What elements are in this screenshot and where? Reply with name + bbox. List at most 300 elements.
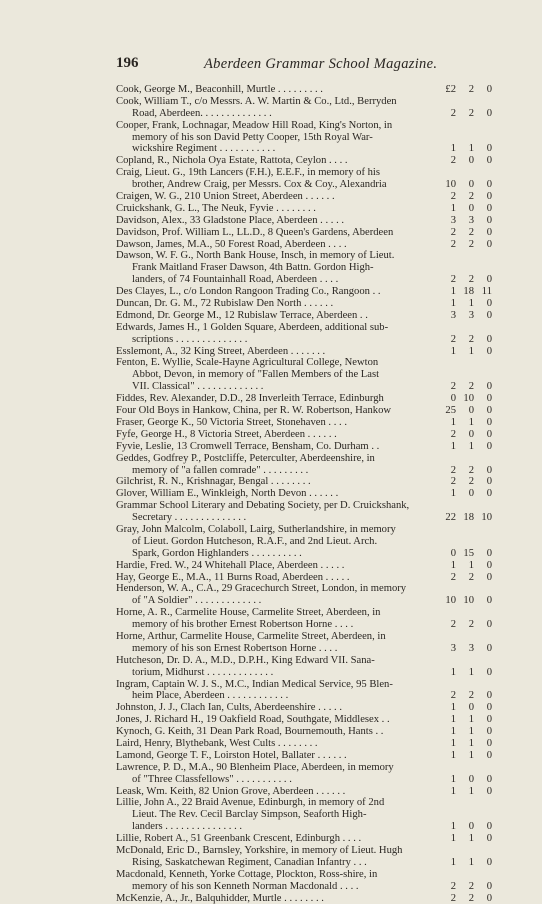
amount-shillings: 2 (468, 892, 474, 904)
subscriber-entry (116, 500, 492, 524)
entry-text: heim Place, Aberdeen . . . . . . . . . . . . (132, 690, 289, 702)
entry-amount (440, 726, 492, 738)
amount-pence: 0 (486, 226, 492, 238)
entry-line (116, 893, 492, 904)
entry-line (116, 298, 492, 310)
entry-continuation-line (116, 881, 492, 893)
entry-text: memory of his brother Ernest Robertson Horne . . . . (132, 619, 354, 631)
amount-pence: 0 (486, 642, 492, 654)
amount-pounds: £2 (445, 84, 456, 95)
amount-shillings: 2 (468, 238, 474, 250)
entry-line (116, 869, 492, 881)
entry-text: Fyfe, George H., 8 Victoria Street, Aberdeen . . . . . . (116, 428, 337, 440)
amount-pence: 0 (486, 333, 492, 345)
entry-text: Hutcheson, Dr. D. A., M.D., D.P.H., King Edward VII. Sana- (116, 654, 375, 666)
amount-pounds: 3 (450, 214, 456, 226)
entry-amount (440, 643, 492, 655)
entry-line (116, 203, 492, 215)
entry-text: Lamond, George T. F., Loirston Hotel, Ballater . . . . . . (116, 749, 347, 761)
entry-continuation-line (116, 548, 492, 560)
amount-shillings: 2 (468, 226, 474, 238)
entry-text: brother, Andrew Craig, per Messrs. Cox & Coy., Alexandria (132, 179, 387, 191)
amount-pence: 0 (486, 238, 492, 250)
subscriber-entry (116, 441, 492, 453)
entry-line (116, 239, 492, 251)
entry-line (116, 560, 492, 572)
subscriber-entry (116, 453, 492, 477)
amount-shillings: 2 (468, 619, 474, 631)
amount-pence: 0 (486, 464, 492, 476)
amount-pounds: 2 (450, 238, 456, 250)
entry-amount (440, 429, 492, 441)
entry-text: memory of "a fallen comrade" . . . . . . . . . (132, 464, 309, 476)
amount-pounds: 2 (450, 274, 456, 286)
entry-amount (440, 381, 492, 393)
subscriber-entry (116, 346, 492, 358)
entry-continuation-line (116, 132, 492, 144)
entry-text: Rising, Saskatchewan Regiment, Canadian Infantry . . . (132, 856, 367, 868)
subscriber-entry (116, 572, 492, 584)
subscriber-entry (116, 524, 492, 560)
entry-amount (440, 155, 492, 167)
amount-pence: 0 (486, 393, 492, 405)
amount-pounds: 1 (450, 666, 456, 678)
amount-pounds: 1 (450, 785, 456, 797)
amount-pounds: 2 (450, 571, 456, 583)
subscriber-entry (116, 583, 492, 607)
amount-pounds: 2 (450, 428, 456, 440)
amount-pence: 0 (486, 274, 492, 286)
entry-text: Spark, Gordon Highlanders . . . . . . . . . . (132, 547, 302, 559)
amount-shillings: 1 (468, 785, 474, 797)
subscriber-entry (116, 250, 492, 286)
amount-shillings: 1 (468, 440, 474, 452)
amount-pence: 0 (486, 619, 492, 631)
amount-shillings: 2 (468, 191, 474, 203)
entry-amount (440, 488, 492, 500)
entry-text: Lieut. The Rev. Cecil Barclay Simpson, Seaforth High- (132, 809, 367, 821)
amount-shillings: 2 (468, 571, 474, 583)
amount-pence: 0 (486, 155, 492, 167)
amount-pounds: 1 (450, 737, 456, 749)
entry-text: Ingram, Captain W. J. S., M.C., Indian Medical Service, 95 Blen- (116, 678, 393, 690)
entry-amount (440, 203, 492, 215)
entry-continuation-line (116, 334, 492, 346)
amount-pence: 0 (486, 737, 492, 749)
entry-text: Jones, J. Richard H., 19 Oakfield Road, Southgate, Middlesex . . (116, 714, 390, 726)
entry-amount (440, 143, 492, 155)
entry-line (116, 167, 492, 179)
entry-continuation-line (116, 667, 492, 679)
entry-text: of "A Soldier" . . . . . . . . . . . . . (132, 595, 262, 607)
entry-text: torium, Midhurst . . . . . . . . . . . . . (132, 666, 274, 678)
amount-pounds: 2 (450, 880, 456, 892)
amount-pounds: 2 (450, 381, 456, 393)
entry-line (116, 702, 492, 714)
entry-continuation-line (116, 821, 492, 833)
amount-pence: 0 (486, 773, 492, 785)
amount-shillings: 3 (468, 309, 474, 321)
entry-text: Kynoch, G. Keith, 31 Dean Park Road, Bournemouth, Hants . . (116, 726, 384, 738)
subscriber-entry (116, 429, 492, 441)
amount-shillings: 2 (468, 464, 474, 476)
amount-pounds: 10 (445, 595, 456, 607)
entry-line (116, 631, 492, 643)
amount-pence: 0 (486, 381, 492, 393)
amount-shillings: 0 (468, 202, 474, 214)
entry-text: Lillie, John A., 22 Braid Avenue, Edinburgh, in memory of 2nd (116, 797, 385, 809)
entry-amount (440, 298, 492, 310)
amount-pence: 0 (486, 440, 492, 452)
subscriber-entry (116, 488, 492, 500)
entry-amount (440, 512, 492, 524)
entry-amount (440, 690, 492, 702)
amount-pence: 0 (486, 666, 492, 678)
subscriber-entry (116, 738, 492, 750)
entry-line (116, 357, 492, 369)
amount-shillings: 10 (463, 393, 474, 405)
entry-amount (440, 108, 492, 120)
entry-continuation-line (116, 619, 492, 631)
amount-pounds: 1 (450, 416, 456, 428)
entry-text: Fyvie, Leslie, 13 Cromwell Terrace, Bensham, Co. Durham . . (116, 440, 380, 452)
magazine-title: Aberdeen Grammar School Magazine. (204, 56, 438, 72)
subscriber-entry (116, 797, 492, 833)
entry-line (116, 405, 492, 417)
entry-line (116, 310, 492, 322)
subscriber-entry (116, 405, 492, 417)
entry-text: Duncan, Dr. G. M., 72 Rubislaw Den North . . . . . . (116, 298, 334, 310)
amount-pence: 0 (486, 488, 492, 500)
entry-text: of "Three Classfellows" . . . . . . . . . . . (132, 773, 292, 785)
entry-amount (440, 274, 492, 286)
subscriber-entry (116, 893, 492, 904)
amount-pounds: 2 (450, 191, 456, 203)
entry-line (116, 453, 492, 465)
entry-text: Craigen, W. G., 210 Union Street, Aberdeen . . . . . . (116, 191, 335, 203)
entry-text: McDonald, Eric D., Barnsley, Yorkshire, in memory of Lieut. Hugh (116, 845, 403, 856)
amount-shillings: 2 (468, 107, 474, 119)
entry-continuation-line (116, 108, 492, 120)
entry-text: Abbot, Devon, in memory of "Fallen Members of the Last (132, 369, 380, 381)
amount-shillings: 2 (468, 690, 474, 702)
entry-text: Road, Aberdeen. . . . . . . . . . . . . . (132, 107, 272, 119)
entry-amount (440, 893, 492, 904)
amount-pence: 0 (486, 476, 492, 488)
amount-pounds: 1 (450, 345, 456, 357)
amount-pounds: 1 (450, 702, 456, 714)
amount-shillings: 18 (463, 512, 474, 524)
entry-line (116, 572, 492, 584)
amount-pence: 0 (486, 595, 492, 607)
subscriber-entry (116, 750, 492, 762)
amount-shillings: 3 (468, 642, 474, 654)
amount-pence: 0 (486, 107, 492, 119)
entry-amount (440, 84, 492, 96)
entry-text: Lawrence, P. D., M.A., 90 Blenheim Place, Aberdeen, in memory (116, 761, 394, 773)
subscriber-entry (116, 120, 492, 156)
entry-continuation-line (116, 512, 492, 524)
amount-shillings: 18 (463, 286, 474, 298)
entry-text: Macdonald, Kenneth, Yorke Cottage, Plockton, Ross-shire, in (116, 868, 378, 880)
subscriber-entry (116, 762, 492, 786)
amount-pence: 0 (486, 726, 492, 738)
entry-line (116, 762, 492, 774)
subscriber-entry (116, 96, 492, 120)
subscriber-entry (116, 215, 492, 227)
subscriber-entry (116, 726, 492, 738)
entry-text: Frank Maitland Fraser Dawson, 4th Battn. Gordon High- (132, 262, 374, 274)
amount-pounds: 1 (450, 202, 456, 214)
entry-text: Edwards, James H., 1 Golden Square, Aberdeen, additional sub- (116, 321, 389, 333)
subscriber-entry (116, 714, 492, 726)
entry-amount (440, 191, 492, 203)
amount-pounds: 1 (450, 286, 456, 298)
subscriber-entry (116, 227, 492, 239)
amount-pounds: 25 (445, 405, 456, 417)
amount-pounds: 1 (450, 488, 456, 500)
entry-line (116, 393, 492, 405)
amount-pounds: 10 (445, 179, 456, 191)
entry-amount (440, 702, 492, 714)
amount-pounds: 1 (450, 143, 456, 155)
subscriber-entry (116, 702, 492, 714)
entry-line (116, 191, 492, 203)
entry-amount (440, 346, 492, 358)
subscriber-entry (116, 655, 492, 679)
subscriber-entry (116, 476, 492, 488)
entry-line (116, 583, 492, 595)
entry-text: Cruickshank, G. L., The Neuk, Fyvie . . . . . . . . (116, 202, 316, 214)
amount-pence: 0 (486, 749, 492, 761)
entry-line (116, 120, 492, 132)
subscriber-entry (116, 239, 492, 251)
subscriber-entry (116, 310, 492, 322)
entry-text: Cook, George M., Beaconhill, Murtle . . . . . . . . . (116, 84, 323, 95)
entry-line (116, 155, 492, 167)
amount-pounds: 1 (450, 714, 456, 726)
amount-shillings: 1 (468, 666, 474, 678)
amount-shillings: 1 (468, 416, 474, 428)
entry-continuation-line (116, 369, 492, 381)
entry-amount (440, 833, 492, 845)
amount-pence: 0 (486, 202, 492, 214)
entry-amount (440, 417, 492, 429)
subscriber-entry (116, 322, 492, 346)
entry-continuation-line (116, 274, 492, 286)
entry-text: Fenton, E. Wyllie, Scale-Hayne Agricultural College, Newton (116, 357, 379, 369)
entry-continuation-line (116, 857, 492, 869)
amount-pounds: 3 (450, 309, 456, 321)
entry-text: Edmond, Dr. George M., 12 Rubislaw Terrace, Aberdeen . . (116, 309, 368, 321)
entry-text: memory of his son Kenneth Norman Macdonald . . . . (132, 880, 359, 892)
amount-shillings: 1 (468, 856, 474, 868)
subscriber-entry (116, 357, 492, 393)
entry-text: Dawson, James, M.A., 50 Forest Road, Aberdeen . . . . (116, 238, 347, 250)
amount-pounds: 1 (450, 749, 456, 761)
amount-shillings: 15 (463, 547, 474, 559)
entry-text: Hay, George E., M.A., 11 Burns Road, Aberdeen . . . . . (116, 571, 350, 583)
entry-amount (440, 227, 492, 239)
entry-continuation-line (116, 536, 492, 548)
amount-pence: 0 (486, 571, 492, 583)
amount-shillings: 1 (468, 737, 474, 749)
amount-shillings: 0 (468, 155, 474, 167)
amount-pence: 0 (486, 309, 492, 321)
entry-amount (440, 881, 492, 893)
amount-pence: 0 (486, 547, 492, 559)
amount-shillings: 1 (468, 833, 474, 845)
amount-shillings: 1 (468, 749, 474, 761)
amount-shillings: 0 (468, 428, 474, 440)
amount-shillings: 0 (468, 773, 474, 785)
amount-shillings: 1 (468, 726, 474, 738)
entry-text: Fraser, George K., 50 Victoria Street, Stonehaven . . . . (116, 416, 347, 428)
entry-text: landers . . . . . . . . . . . . . . . (132, 821, 243, 833)
amount-pence: 11 (481, 286, 492, 298)
entry-line (116, 833, 492, 845)
amount-pounds: 2 (450, 690, 456, 702)
entry-amount (440, 239, 492, 251)
amount-pounds: 1 (450, 833, 456, 845)
amount-pence: 0 (486, 214, 492, 226)
amount-pence: 0 (486, 702, 492, 714)
entry-amount (440, 179, 492, 191)
amount-pence: 0 (486, 405, 492, 417)
subscriber-entry (116, 298, 492, 310)
entry-line (116, 607, 492, 619)
amount-pence: 0 (486, 856, 492, 868)
amount-pence: 0 (486, 191, 492, 203)
amount-shillings: 3 (468, 214, 474, 226)
entry-text: Fiddes, Rev. Alexander, D.D., 28 Inverleith Terrace, Edinburgh (116, 393, 384, 405)
amount-shillings: 2 (468, 880, 474, 892)
entry-text: Geddes, Godfrey P., Postcliffe, Peterculter, Aberdeenshire, in (116, 452, 375, 464)
entry-amount (440, 572, 492, 584)
entry-amount (440, 619, 492, 631)
amount-pounds: 1 (450, 559, 456, 571)
amount-shillings: 1 (468, 143, 474, 155)
amount-pounds: 0 (450, 547, 456, 559)
entry-text: Hardie, Fred. W., 24 Whitehall Place, Aberdeen . . . . . (116, 559, 345, 571)
entry-text: Horne, Arthur, Carmelite House, Carmelite Street, Aberdeen, in (116, 630, 386, 642)
subscriber-entry (116, 417, 492, 429)
amount-pounds: 1 (450, 856, 456, 868)
amount-pounds: 2 (450, 619, 456, 631)
entry-text: Secretary . . . . . . . . . . . . . . (132, 512, 247, 524)
subscriber-entry (116, 167, 492, 191)
entry-text: memory of his son Ernest Robertson Horne . . . . (132, 642, 338, 654)
amount-pence: 0 (486, 84, 492, 95)
entry-text: Grammar School Literary and Debating Society, per D. Cruickshank, (116, 500, 410, 512)
entry-amount (440, 714, 492, 726)
entry-continuation-line (116, 465, 492, 477)
amount-shillings: 10 (463, 595, 474, 607)
subscriber-entry (116, 84, 492, 96)
entry-text: Glover, William E., Winkleigh, North Devon . . . . . . (116, 488, 339, 500)
amount-pence: 0 (486, 690, 492, 702)
amount-pounds: 1 (450, 821, 456, 833)
entry-line (116, 797, 492, 809)
entry-text: Craig, Lieut. G., 19th Lancers (F.H.), E.E.F., in memory of his (116, 167, 380, 179)
amount-pounds: 2 (450, 476, 456, 488)
entry-line (116, 750, 492, 762)
entry-amount (440, 738, 492, 750)
amount-pence: 0 (486, 345, 492, 357)
entry-amount (440, 667, 492, 679)
entry-text: VII. Classical" . . . . . . . . . . . . . (132, 381, 264, 393)
entry-line (116, 500, 492, 512)
entry-amount (440, 465, 492, 477)
entry-amount (440, 476, 492, 488)
entry-text: scriptions . . . . . . . . . . . . . . (132, 333, 248, 345)
amount-shillings: 1 (468, 345, 474, 357)
amount-shillings: 0 (468, 405, 474, 417)
subscriber-entry (116, 833, 492, 845)
entry-line (116, 346, 492, 358)
entry-line (116, 215, 492, 227)
amount-pounds: 2 (450, 107, 456, 119)
entry-line (116, 714, 492, 726)
subscriber-entry (116, 845, 492, 869)
entry-amount (440, 215, 492, 227)
entry-line (116, 227, 492, 239)
subscriber-entry (116, 155, 492, 167)
entry-continuation-line (116, 381, 492, 393)
entry-text: Cook, William T., c/o Messrs. A. W. Martin & Co., Ltd., Berryden (116, 95, 397, 107)
entry-text: Dawson, W. F. G., North Bank House, Insch, in memory of Lieut. (116, 250, 395, 262)
entry-text: Johnston, J. J., Clach Ian, Cults, Aberdeenshire . . . . . (116, 702, 342, 714)
amount-shillings: 0 (468, 821, 474, 833)
page-header (116, 55, 492, 75)
amount-shillings: 0 (468, 702, 474, 714)
entry-line (116, 250, 492, 262)
entry-amount (440, 821, 492, 833)
amount-pounds: 2 (450, 333, 456, 345)
entry-text: McKenzie, A., Jr., Balquhidder, Murtle . . . . . . . . (116, 892, 324, 904)
amount-pence: 0 (486, 179, 492, 191)
entry-amount (440, 774, 492, 786)
entry-line (116, 524, 492, 536)
amount-pounds: 1 (450, 298, 456, 310)
amount-pence: 10 (481, 512, 492, 524)
entry-line (116, 726, 492, 738)
amount-shillings: 0 (468, 179, 474, 191)
entry-text: Davidson, Alex., 33 Gladstone Place, Aberdeen . . . . . (116, 214, 345, 226)
subscriber-entry (116, 869, 492, 893)
entry-text: wickshire Regiment . . . . . . . . . . . (132, 143, 276, 155)
entry-line (116, 322, 492, 334)
amount-shillings: 1 (468, 714, 474, 726)
entry-line (116, 429, 492, 441)
entry-line (116, 679, 492, 691)
subscriber-entry (116, 191, 492, 203)
entry-line (116, 655, 492, 667)
entry-amount (440, 405, 492, 417)
subscription-list (116, 84, 492, 904)
subscriber-entry (116, 203, 492, 215)
entry-line (116, 96, 492, 108)
entry-line (116, 286, 492, 298)
entry-line (116, 417, 492, 429)
amount-shillings: 2 (468, 84, 474, 95)
amount-pounds: 1 (450, 726, 456, 738)
subscriber-entry (116, 286, 492, 298)
entry-line (116, 845, 492, 857)
amount-pence: 0 (486, 880, 492, 892)
entry-line (116, 476, 492, 488)
subscriber-entry (116, 607, 492, 631)
